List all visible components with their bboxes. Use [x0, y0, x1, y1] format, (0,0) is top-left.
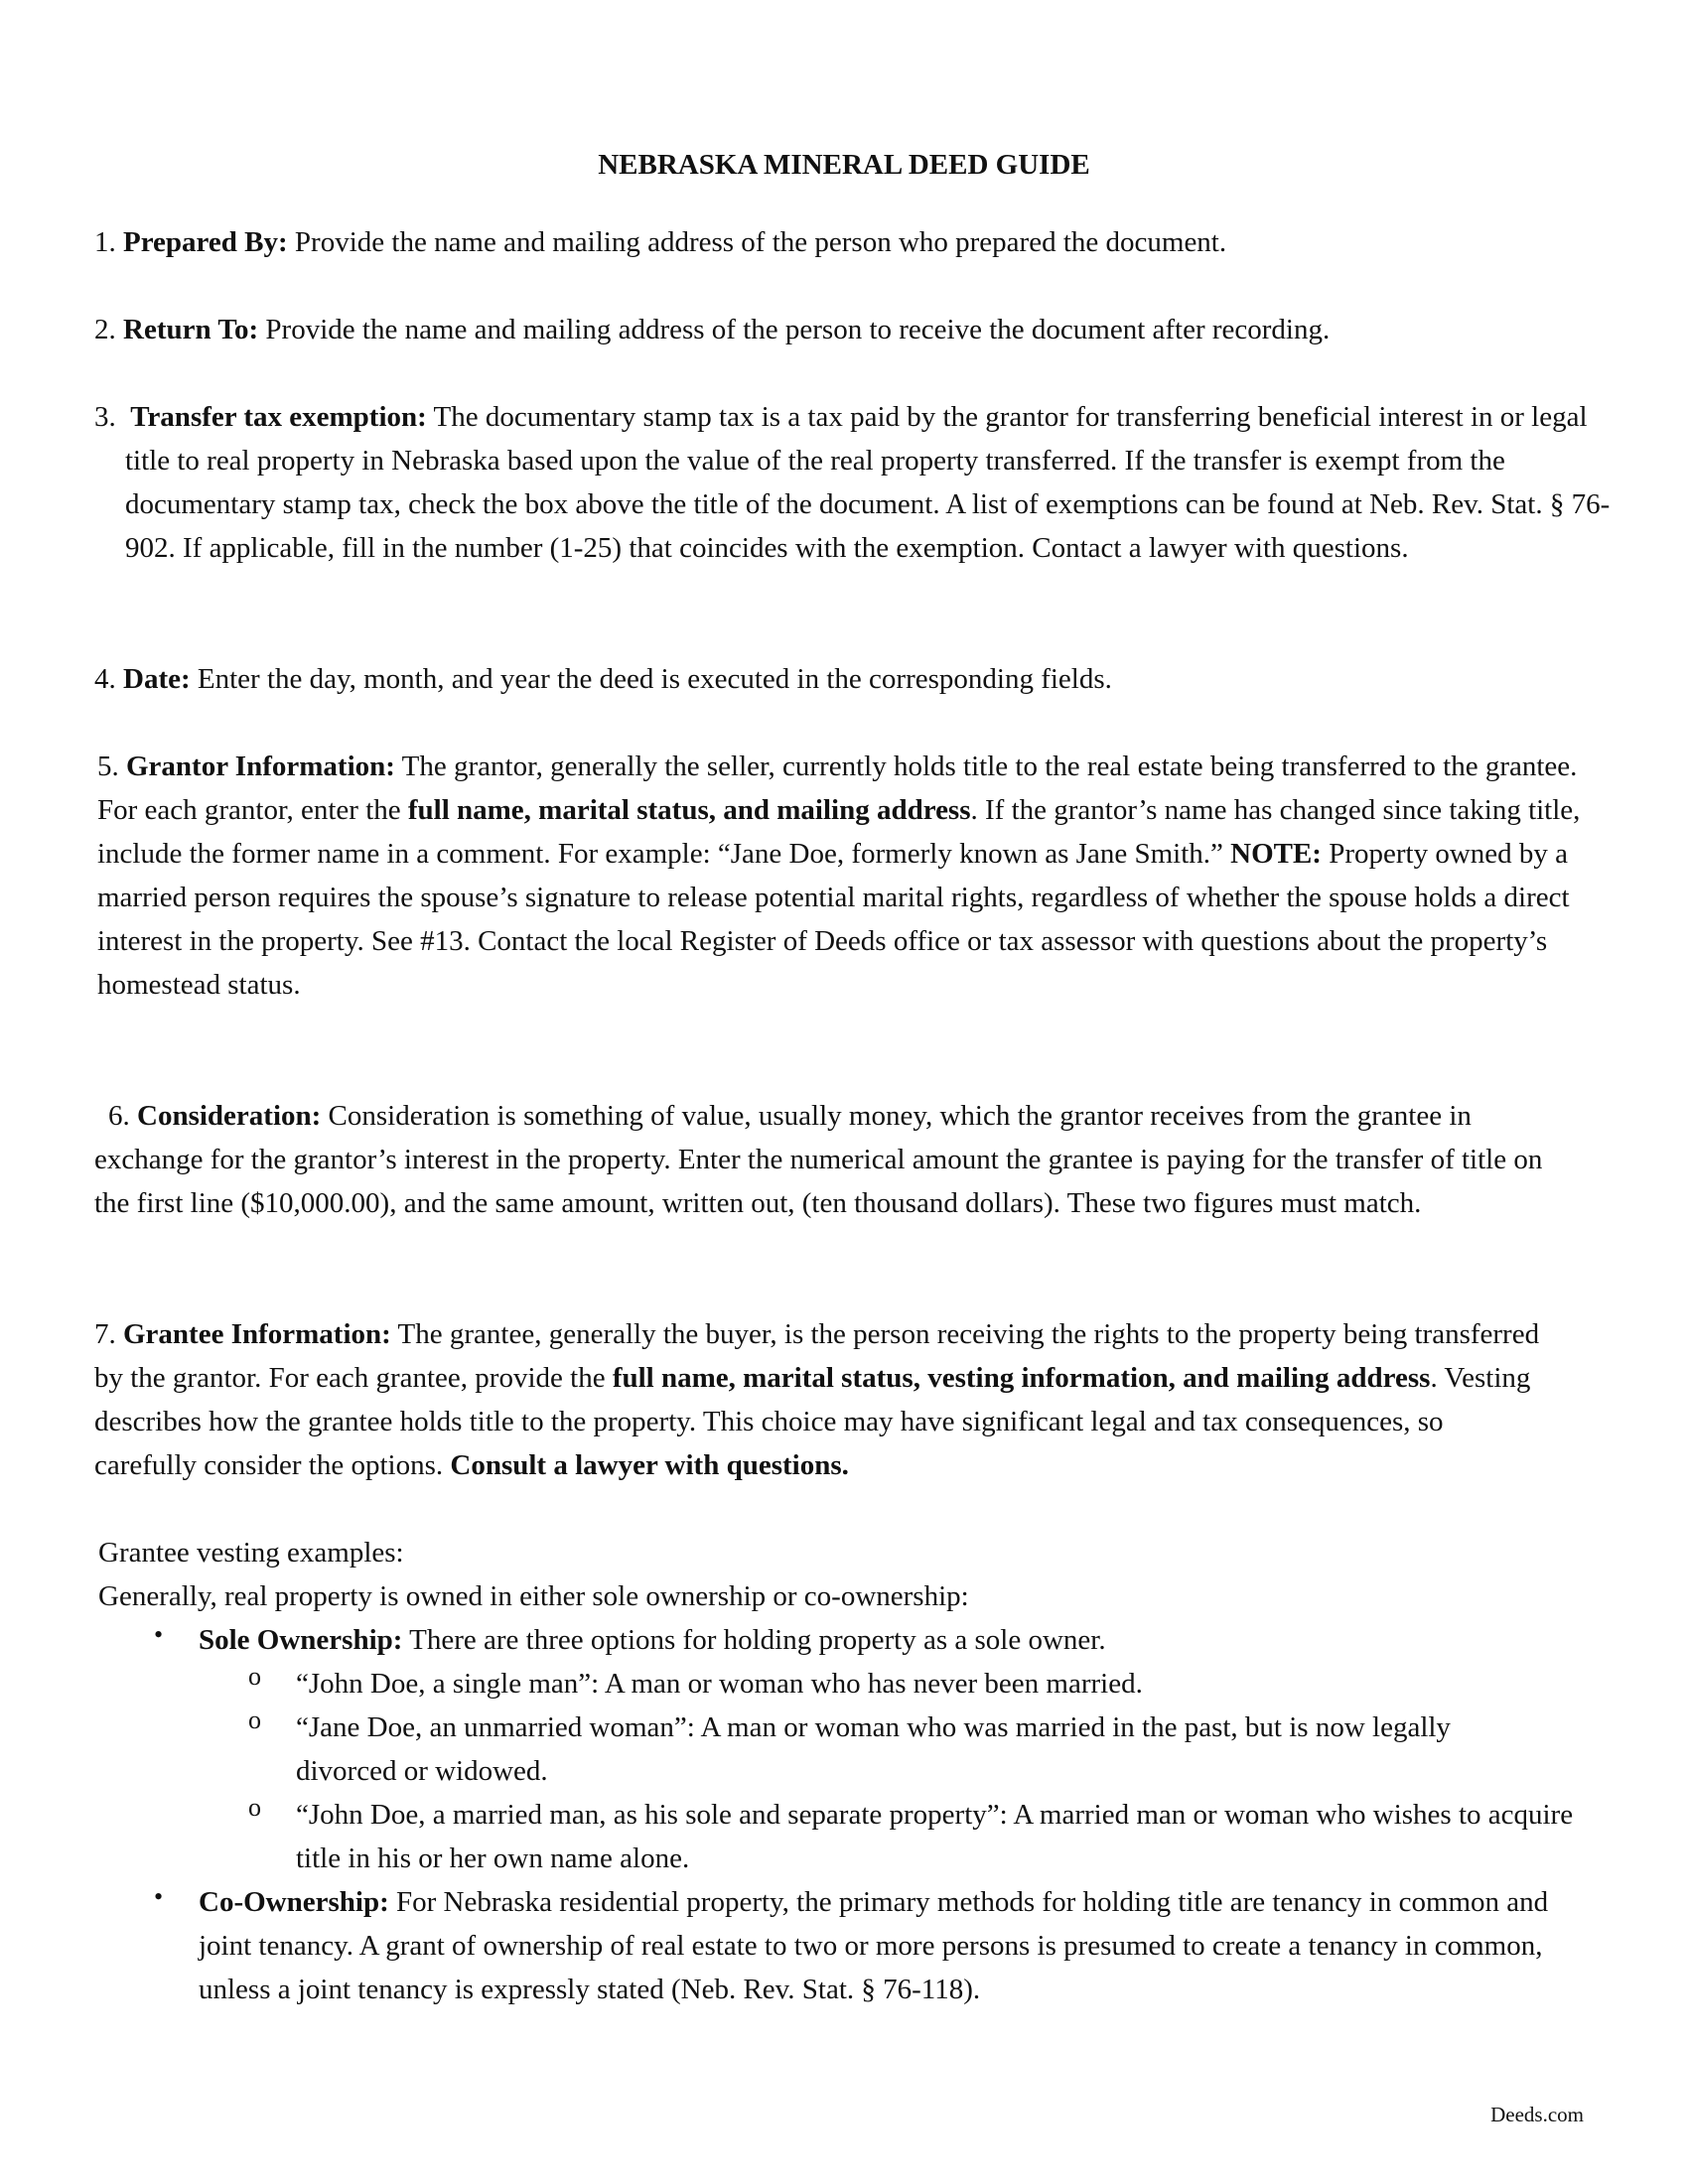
sole-ownership-item	[199, 1618, 1609, 1662]
item-number: 6.	[108, 1100, 130, 1132]
item-number: 5.	[97, 751, 119, 782]
item-grantee-information	[94, 1312, 1544, 1487]
item-transfer-tax	[94, 395, 1634, 570]
sole-ownership-text: There are three options for holding property as a sole owner.	[402, 1624, 1106, 1656]
item-text: The grantor, generally the seller, currently holds title to the real estate being transferred to the grantee. For each grantor, enter the	[97, 751, 1578, 826]
item-prepared-by	[94, 220, 1604, 264]
item-text: The documentary stamp tax is a tax paid by the grantor for transferring beneficial interest in or legal title to real property in Nebraska based upon the value of the real property transferred. If the transfer is exempt from the documentary stamp tax, check the box above the title of the document. A list of exemptions can be found at Neb. Rev. Stat. § 76-902. If applicable, fill in the number (1-25) that coincides with the exemption. Contact a lawyer with questions.	[125, 401, 1611, 564]
bullet-mark: •	[154, 1620, 164, 1649]
bullet-mark: •	[154, 1882, 164, 1911]
note-label: NOTE:	[1230, 838, 1322, 870]
co-ownership-text: For Nebraska residential property, the primary methods for holding title are tenancy in common and joint tenancy. A grant of ownership of real estate to two or more persons is presumed to create a tenancy in common, unless a joint tenancy is expressly stated (Neb. Rev. Stat. § 76-118).	[199, 1886, 1549, 2005]
item-emphasis: full name, marital status, vesting information, and mailing address	[612, 1362, 1431, 1394]
sole-ownership-option: “John Doe, a single man”: A man or woman who has never been married.	[296, 1668, 1143, 1700]
item-text: Provide the name and mailing address of the person who prepared the document.	[287, 226, 1227, 258]
item-number: 7.	[94, 1318, 116, 1350]
page-title: NEBRASKA MINERAL DEED GUIDE	[598, 149, 1090, 181]
item-text: Provide the name and mailing address of the person to receive the document after recording.	[258, 314, 1331, 345]
vesting-examples-label: Grantee vesting examples:	[98, 1537, 404, 1569]
item-consideration	[94, 1094, 1584, 1225]
item-text: Property owned by a married person requires the spouse’s signature to release potential marital rights, regardless of whether the spouse holds a direct interest in the property. See #13. Contact the local Register of Deeds office or tax assessor with questions about the property’s homestead status.	[97, 838, 1570, 1001]
item-number: 1.	[94, 226, 116, 258]
vesting-intro: Generally, real property is owned in either sole ownership or co-ownership:	[98, 1580, 969, 1612]
sole-ownership-heading: Sole Ownership:	[199, 1624, 403, 1656]
footer-source: Deeds.com	[1490, 2103, 1584, 2126]
co-ownership-item	[199, 1880, 1584, 2011]
item-text: The grantee, generally the buyer, is the person receiving the rights to the property being transferred by the grantor. For each grantee, provide the	[94, 1318, 1540, 1394]
item-heading: Grantee Information:	[123, 1318, 391, 1350]
sole-ownership-option: “John Doe, a married man, as his sole and separate property”: A married man or woman who wishes to acquire title in his or her own name alone.	[296, 1799, 1574, 1874]
sub-bullet-mark: o	[248, 1706, 261, 1734]
item-number: 4.	[94, 663, 116, 695]
item-text: Consideration is something of value, usually money, which the grantor receives from the grantee in exchange for the grantor’s interest in the property. Enter the numerical amount the grantee is paying for the transfer of title on the first line ($10,000.00), and the same amount, written out, (ten thousand dollars). These two figures must match.	[94, 1100, 1543, 1219]
item-emphasis: full name, marital status, and mailing address	[407, 794, 971, 826]
sole-ownership-option: “Jane Doe, an unmarried woman”: A man or woman who was married in the past, but is now legally divorced or widowed.	[296, 1711, 1451, 1787]
item-date	[94, 657, 1604, 701]
item-heading: Consideration:	[137, 1100, 322, 1132]
sub-bullet-mark: o	[248, 1793, 261, 1822]
item-heading: Grantor Information:	[126, 751, 395, 782]
item-return-to	[94, 308, 1623, 351]
item-grantor-information	[97, 745, 1597, 1007]
item-number: 3.	[94, 401, 116, 433]
item-text: . If the grantor’s name has changed since taking title, include the former name in a comment. For example: “Jane Doe, formerly known as Jane Smith.”	[97, 794, 1581, 870]
item-heading: Date:	[123, 663, 191, 695]
item-number: 2.	[94, 314, 116, 345]
item-heading: Transfer tax exemption:	[130, 401, 427, 433]
item-text: . Vesting describes how the grantee holds title to the property. This choice may have significant legal and tax consequences, so carefully consider the options.	[94, 1362, 1531, 1481]
sub-bullet-mark: o	[248, 1662, 261, 1691]
item-heading: Prepared By:	[123, 226, 288, 258]
item-text: Enter the day, month, and year the deed is executed in the corresponding fields.	[190, 663, 1112, 695]
co-ownership-heading: Co-Ownership:	[199, 1886, 389, 1918]
item-emphasis: Consult a lawyer with questions.	[450, 1449, 849, 1481]
item-heading: Return To:	[123, 314, 259, 345]
